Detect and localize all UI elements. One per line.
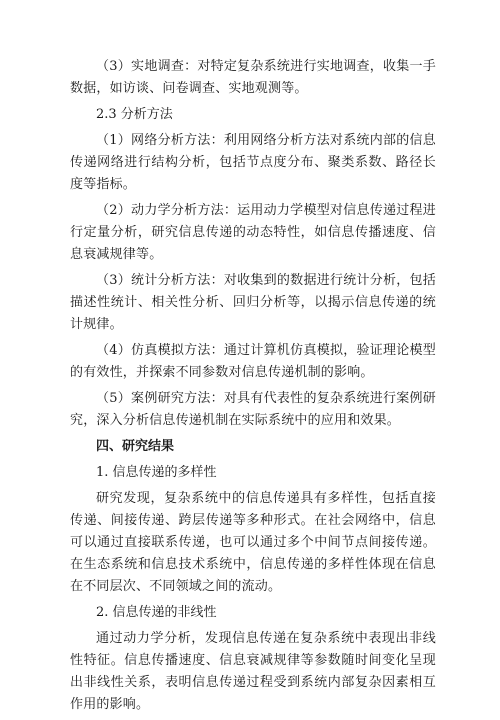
paragraph-dynamics-analysis: （2）动力学分析方法：运用动力学模型对信息传递过程进行定量分析，研究信息传递的动态特性，如信息传播速度、信息衰减规律等。 <box>70 203 436 262</box>
subsection-title-nonlinearity: 2. 信息传递的非线性 <box>96 605 217 620</box>
section-heading-results: 四、研究结果 <box>96 439 175 454</box>
subsection-title-diversity: 1. 信息传递的多样性 <box>96 465 217 480</box>
paragraph-field-survey: （3）实地调查：对特定复杂系统进行实地调查，收集一手数据，如访谈、问卷调查、实地观测等。 <box>70 59 436 96</box>
paragraph-diversity-findings: 研究发现，复杂系统中的信息传递具有多样性，包括直接传递、间接传递、跨层传递等多种形式。在社会网络中，信息可以通过直接联系传递，也可以通过多个中间节点间接传递。在生态系统和信息技术系统中，信息传递的多样性体现在信息在不同层次、不同领域之间的流动。 <box>70 491 436 594</box>
paragraph-statistical-analysis: （3）统计分析方法：对收集到的数据进行统计分析，包括描述性统计、相关性分析、回归分析等，以揭示信息传递的统计规律。 <box>70 273 436 332</box>
paragraph-simulation-method: （4）仿真模拟方法：通过计算机仿真模拟，验证理论模型的有效性，并探索不同参数对信息传递机制的影响。 <box>70 343 436 380</box>
paragraph-network-analysis: （1）网络分析方法：利用网络分析方法对系统内部的信息传递网络进行结构分析，包括节点度分布、聚类系数、路径长度等指标。 <box>70 133 436 192</box>
paragraph-case-study-method: （5）案例研究方法：对具有代表性的复杂系统进行案例研究，深入分析信息传递机制在实际系统中的应用和效果。 <box>70 391 436 428</box>
subsection-title-analysis-methods: 2.3 分析方法 <box>96 107 173 122</box>
document-body <box>70 56 436 720</box>
paragraph-nonlinearity-findings: 通过动力学分析，发现信息传递在复杂系统中表现出非线性特征。信息传播速度、信息衰减规律等参数随时间变化呈现出非线性关系，表明信息传递过程受到系统内部复杂因素相互作用的影响。 <box>70 631 436 712</box>
